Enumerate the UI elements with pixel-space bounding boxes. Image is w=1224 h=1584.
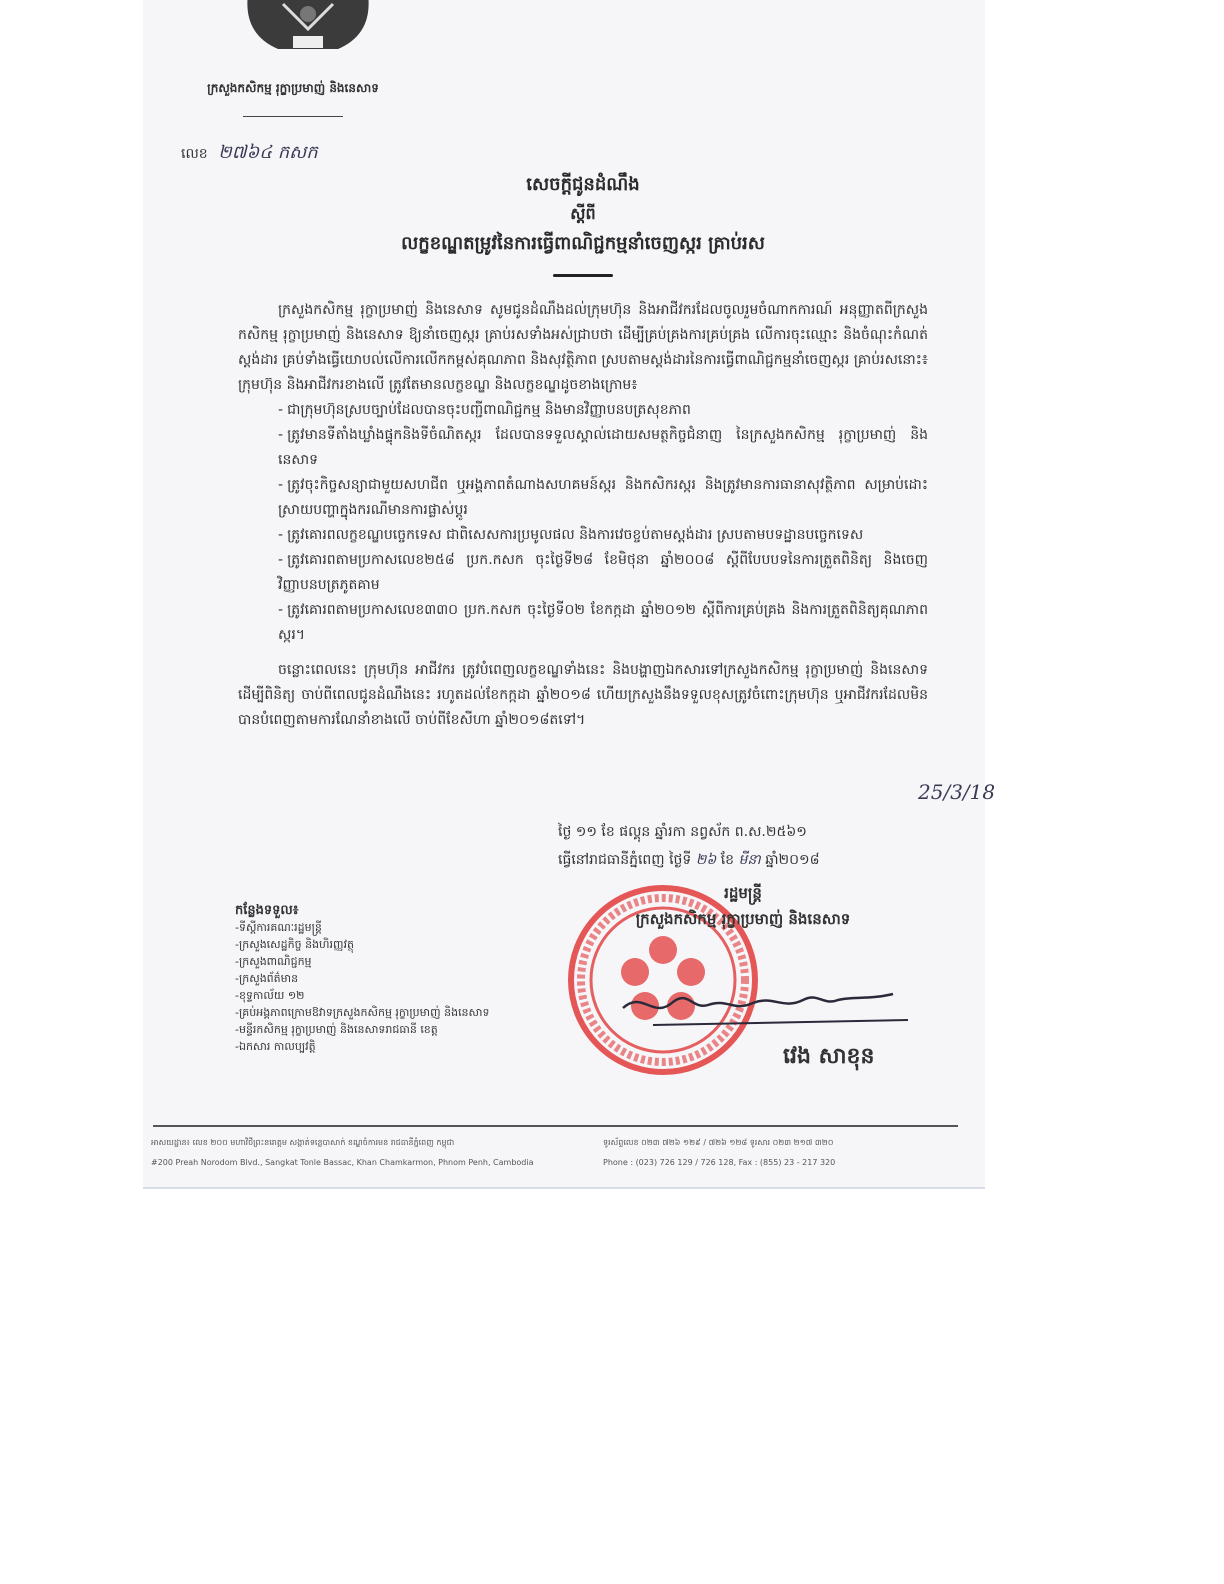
cc-item: -ទីស្តីការគណៈរដ្ឋមន្ត្រី [235, 921, 322, 934]
lunar-date: ថ្ងៃ ១១ ខែ ផល្គុន ឆ្នាំរកា នព្វស័ក ព.ស.២៥៦១ [558, 824, 807, 840]
cc-item: -ក្រសួងព័ត៌មាន [235, 972, 299, 985]
solar-month-label: ខែ [720, 852, 735, 868]
reference-value: ២៧៦៤ កសក [218, 142, 318, 163]
cc-item: -ក្រសួងសេដ្ឋកិច្ច និងហិរញ្ញវត្ថុ [235, 938, 354, 951]
minister-title: រដ្ឋមន្ត្រី [724, 884, 762, 902]
cc-title: កន្លែងទទួល៖ [235, 903, 299, 918]
title-line-3: លក្ខខណ្ឌតម្រូវនៃការធ្វើពាណិជ្ជកម្មនាំចេញស្ករ គ្រាប់រស [401, 233, 765, 254]
footer-divider [153, 1125, 958, 1127]
footer-address [151, 1133, 591, 1173]
cc-item: -ក្រសួងពាណិជ្ជកម្ម [235, 955, 312, 968]
title-line-1: សេចក្តីជូនដំណឹង [526, 174, 640, 195]
title-divider [553, 274, 613, 277]
reference-number [181, 140, 318, 167]
cc-item: -មន្ទីរកសិកម្ម រុក្ខាប្រមាញ់ និងនេសាទរាជធានី ខេត្ត [235, 1023, 438, 1036]
royal-emblem-icon [238, 0, 378, 56]
signatory-name: វេង សាខុន [783, 1044, 875, 1069]
cc-item: -ខុទ្ទកាល័យ ១២ [235, 989, 305, 1002]
solar-year: ឆ្នាំ២០១៨ [765, 852, 820, 868]
solar-prefix: ធ្វើនៅរាជធានីភ្នំពេញ ថ្ងៃទី [558, 852, 692, 868]
requirement-item: - ត្រូវគោរពតាមប្រកាសលេខ២៥៨ ប្រក.កសក ចុះថ្ងៃទី២៨ ខែមិថុនា ឆ្នាំ២០០៨ ស្តីពីបែបបទនៃការត្រួតពិនិត្យ និងចេញវិញ្ញាបនបត្រភូតគាម [278, 548, 928, 598]
requirement-item: - ត្រូវគោរពលក្ខខណ្ឌបច្ចេកទេស ជាពិសេសការប្រមូលផល និងការវេចខ្ចប់តាមស្តង់ដារ ស្របតាមបទដ្ឋានបច្ចេកទេស [278, 523, 928, 548]
footer-address-en: #200 Preah Norodom Blvd., Sangkat Tonle Bassac, Khan Chamkarmon, Phnom Penh, Cambodia [151, 1158, 534, 1167]
cc-list [235, 902, 565, 1055]
footer-contact-km: ទូរស័ព្ទលេខ ០២៣ ៧២៦ ១២៩ / ៧២៦ ១២៨ ទូរសារ ០២៣ ២១៧ ៣២០ [603, 1138, 834, 1147]
requirement-item: - ត្រូវចុះកិច្ចសន្យាជាមួយសហជីព ឬអង្គភាពតំណាងសហគមន៍ស្ករ និងកសិករស្ករ និងត្រូវមានការធានាសុវត្ថិភាព សម្រាប់ដោះស្រាយបញ្ហាក្នុងករណីមានការផ្លាស់ប្តូរ [278, 473, 928, 523]
requirement-item: - ត្រូវមានទីតាំងឃ្លាំងផ្ទុកនិងទីចំណិតស្ករ ដែលបានទទួលស្គាល់ដោយសមត្ថកិច្ចជំនាញ នៃក្រសួងកសិកម្ម រុក្ខាប្រមាញ់ និងនេសាទ [278, 423, 928, 473]
solar-day: ២៦ [695, 852, 717, 868]
solar-date [558, 846, 918, 874]
header-divider [243, 116, 343, 117]
closing-paragraph: ចន្លោះពេលនេះ ក្រុមហ៊ុន អាជីវករ ត្រូវបំពេញលក្ខខណ្ឌទាំងនេះ និងបង្ហាញឯកសារទៅក្រសួងកសិកម្ម រុក្ខាប្រមាញ់ និងនេសាទ ដើម្បីពិនិត្យ ចាប់ពីពេលជូនដំណឹងនេះ រហូតដល់ខែកក្កដា ឆ្នាំ២០១៨ ហើយក្រសួងនឹងទទួលខុសត្រូវចំពោះក្រុមហ៊ុន ឬអាជីវករដែលមិនបានបំពេញតាមការណែនាំខាងលើ ចាប់ពីខែសីហា ឆ្នាំ២០១៨តទៅ។ [238, 662, 928, 728]
intro-paragraph: ក្រសួងកសិកម្ម រុក្ខាប្រមាញ់ និងនេសាទ សូមជូនដំណឹងដល់ក្រុមហ៊ុន និងអាជីវករដែលចូលរួមចំណាកការណ៍ អនុញ្ញាតពីក្រសួងកសិកម្ម រុក្ខាប្រមាញ់ និងនេសាទ ឱ្យនាំចេញស្ករ គ្រាប់រសទាំងអស់ជ្រាបថា ដើម្បីគ្រប់គ្រងការគ្រប់គ្រង លើការចុះឈ្មោះ និងចំណុះកំណត់ស្តង់ដារ គ្រប់ទាំងធ្វើយោបល់លើការលើកកម្ពស់គុណភាព និងសុវត្ថិភាព ស្របតាមស្តង់ដារនៃការធ្វើពាណិជ្ជកម្មនាំចេញស្ករ គ្រាប់រសនោះ៖ ក្រុមហ៊ុន និងអាជីវករខាងលើ ត្រូវតែមានលក្ខខណ្ឌ និងលក្ខខណ្ឌដូចខាងក្រោម៖ [238, 302, 928, 393]
footer-address-km: អាសយដ្ឋាន៖ លេខ ២០០ មហាវិថីព្រះនរោត្តម សង្កាត់ទន្លេបាសាក់ ខណ្ឌចំការមន រាជធានីភ្នំពេញ កម្ពុជា [151, 1138, 455, 1147]
solar-month: មីនា [738, 852, 761, 868]
ministry-header: ក្រសួងកសិកម្ម រុក្ខាប្រមាញ់ និងនេសាទ [207, 81, 379, 95]
minister-ministry: ក្រសួងកសិកម្ម រុក្ខាប្រមាញ់ និងនេសាទ [635, 910, 851, 928]
date-block [558, 818, 918, 874]
cc-item: -គ្រប់អង្គភាពក្រោមឱវាទក្រសួងកសិកម្ម រុក្ខាប្រមាញ់ និងនេសាទ [235, 1006, 490, 1019]
document-title [293, 172, 873, 258]
document-page [143, 0, 996, 1189]
footer-contact-en: Phone : (023) 726 129 / 726 128, Fax : (855) 23 - 217 320 [603, 1158, 836, 1167]
reference-label: លេខ [181, 146, 208, 162]
footer-contact [603, 1133, 973, 1173]
requirement-item: - ជាក្រុមហ៊ុនស្របច្បាប់ដែលបានចុះបញ្ជីពាណិជ្ជកម្ម និងមានវិញ្ញាបនបត្រសុខភាព [278, 398, 928, 423]
signatory-title-block [593, 880, 893, 932]
cc-item: -ឯកសារ កាលប្បវត្តិ [235, 1040, 316, 1053]
document-body [238, 298, 928, 733]
handwritten-signature [613, 970, 913, 1040]
requirement-item: - ត្រូវគោរពតាមប្រកាសលេខ៣៣០ ប្រក.កសក ចុះថ្ងៃទី០២ ខែកក្កដា ឆ្នាំ២០១២ ស្តីពីការគ្រប់គ្រង និងការត្រួតពិនិត្យគុណភាពស្ករ។ [278, 598, 928, 648]
title-line-2: ស្តីពី [570, 204, 596, 223]
marginal-initials: 25/3/18 [918, 780, 996, 804]
requirements-list [278, 398, 928, 648]
